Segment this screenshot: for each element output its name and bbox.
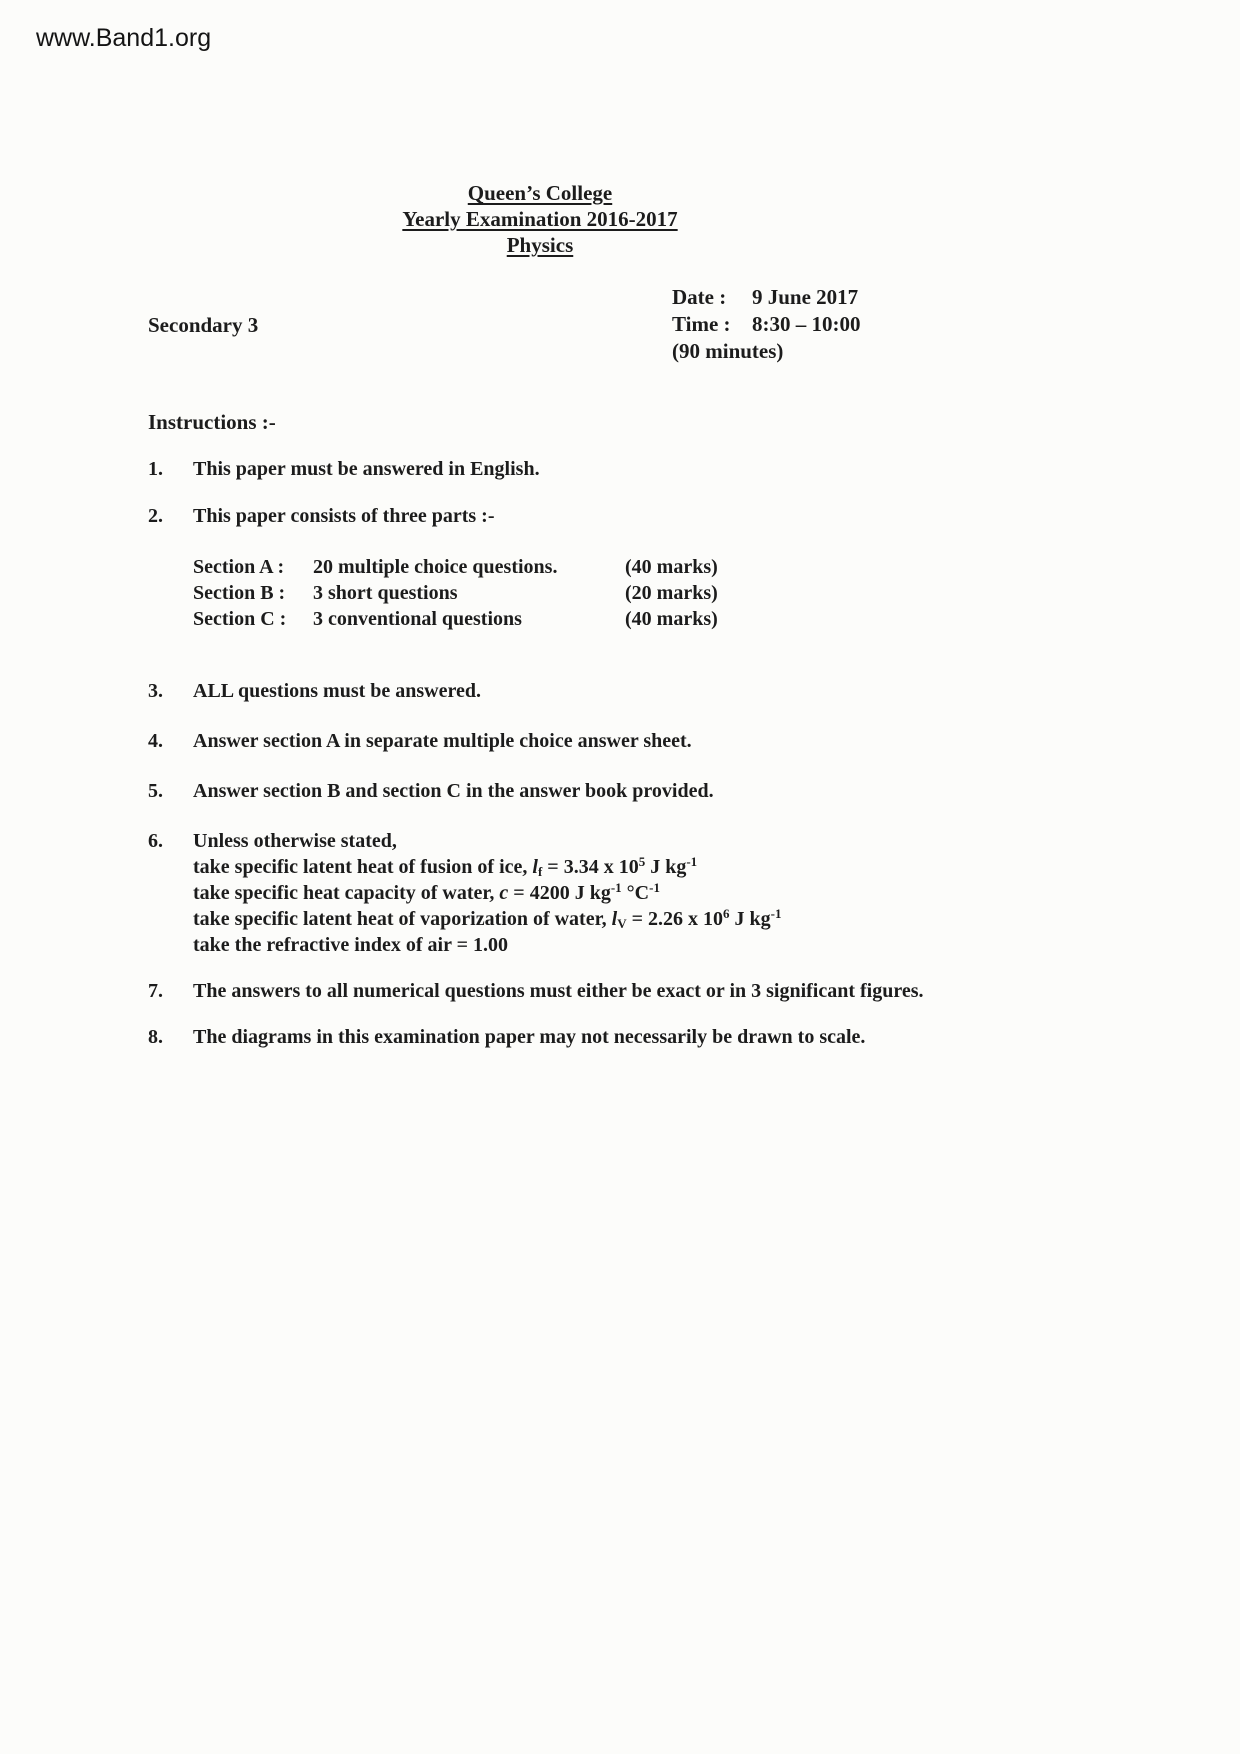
class-level: Secondary 3 (148, 313, 259, 337)
item-text: This paper must be answered in English. (193, 458, 540, 480)
time-value: 8:30 – 10:00 (752, 312, 861, 336)
datetime-block (672, 284, 861, 365)
duration: (90 minutes) (672, 339, 784, 363)
section-desc: 20 multiple choice questions. (313, 556, 558, 578)
item-text: Answer section A in separate multiple choice answer sheet. (193, 730, 692, 752)
title-block (148, 180, 932, 258)
sections-table (193, 554, 948, 632)
instruction-item (148, 503, 948, 529)
instruction-item (148, 678, 948, 704)
constants-line-vaporization: take specific latent heat of vaporization of water, $l_V = 2.26$ x $10^6$ J $kg^{-1}$ (193, 906, 782, 931)
section-marks: (40 marks) (625, 608, 718, 630)
item-number: 8. (148, 1026, 163, 1048)
section-marks: (20 marks) (625, 582, 718, 604)
section-label: Section A : (193, 556, 285, 578)
constants-line-heat-capacity: take specific heat capacity of water, c = 4200 J $kg^{-1}$ $^\circ C^{-1}$ (193, 880, 660, 904)
instruction-item (148, 456, 948, 482)
item-text: The diagrams in this examination paper may not necessarily be drawn to scale. (193, 1026, 866, 1048)
item-text: Answer section B and section C in the answer book provided. (193, 780, 714, 802)
instruction-item (148, 1024, 948, 1050)
instruction-item-constants (148, 828, 948, 958)
section-desc: 3 conventional questions (313, 608, 522, 630)
item-number: 5. (148, 780, 163, 802)
item-text: This paper consists of three parts :- (193, 505, 495, 527)
instruction-item (148, 978, 948, 1004)
item-number: 3. (148, 680, 163, 702)
section-desc: 3 short questions (313, 582, 458, 604)
time-row (672, 311, 861, 338)
date-value: 9 June 2017 (752, 285, 859, 309)
constants-line-refractive-index: take the refractive index of air = 1.00 (193, 934, 509, 956)
item-number: 6. (148, 830, 163, 852)
watermark: www.Band1.org (36, 24, 212, 52)
subject-title: Physics (506, 233, 574, 257)
date-row (672, 284, 861, 311)
item-number: 7. (148, 980, 163, 1002)
item-text: The answers to all numerical questions must either be exact or in 3 significant figures. (193, 980, 924, 1002)
instruction-item (148, 728, 948, 754)
item-number: 2. (148, 505, 163, 527)
instruction-item (148, 778, 948, 804)
instructions-heading: Instructions :- (148, 410, 276, 434)
date-label: Date : (672, 285, 727, 309)
exam-title: Yearly Examination 2016-2017 (402, 207, 678, 231)
school-name: Queen’s College (467, 181, 613, 205)
section-label: Section B : (193, 582, 286, 604)
section-row-a (193, 554, 948, 580)
item-number: 4. (148, 730, 163, 752)
constants-line: Unless otherwise stated, (193, 830, 397, 852)
constants-line-fusion: take specific latent heat of fusion of ice, $l_f = 3.34$ x $10^5$ J $kg^{-1}$ (193, 854, 698, 879)
section-row-c (193, 606, 948, 632)
item-text (193, 828, 938, 958)
section-marks: (40 marks) (625, 556, 718, 578)
section-label: Section C : (193, 608, 287, 630)
instructions-list (148, 456, 948, 1050)
section-row-b (193, 580, 948, 606)
item-text: ALL questions must be answered. (193, 680, 482, 702)
item-number: 1. (148, 458, 163, 480)
time-label: Time : (672, 312, 731, 336)
